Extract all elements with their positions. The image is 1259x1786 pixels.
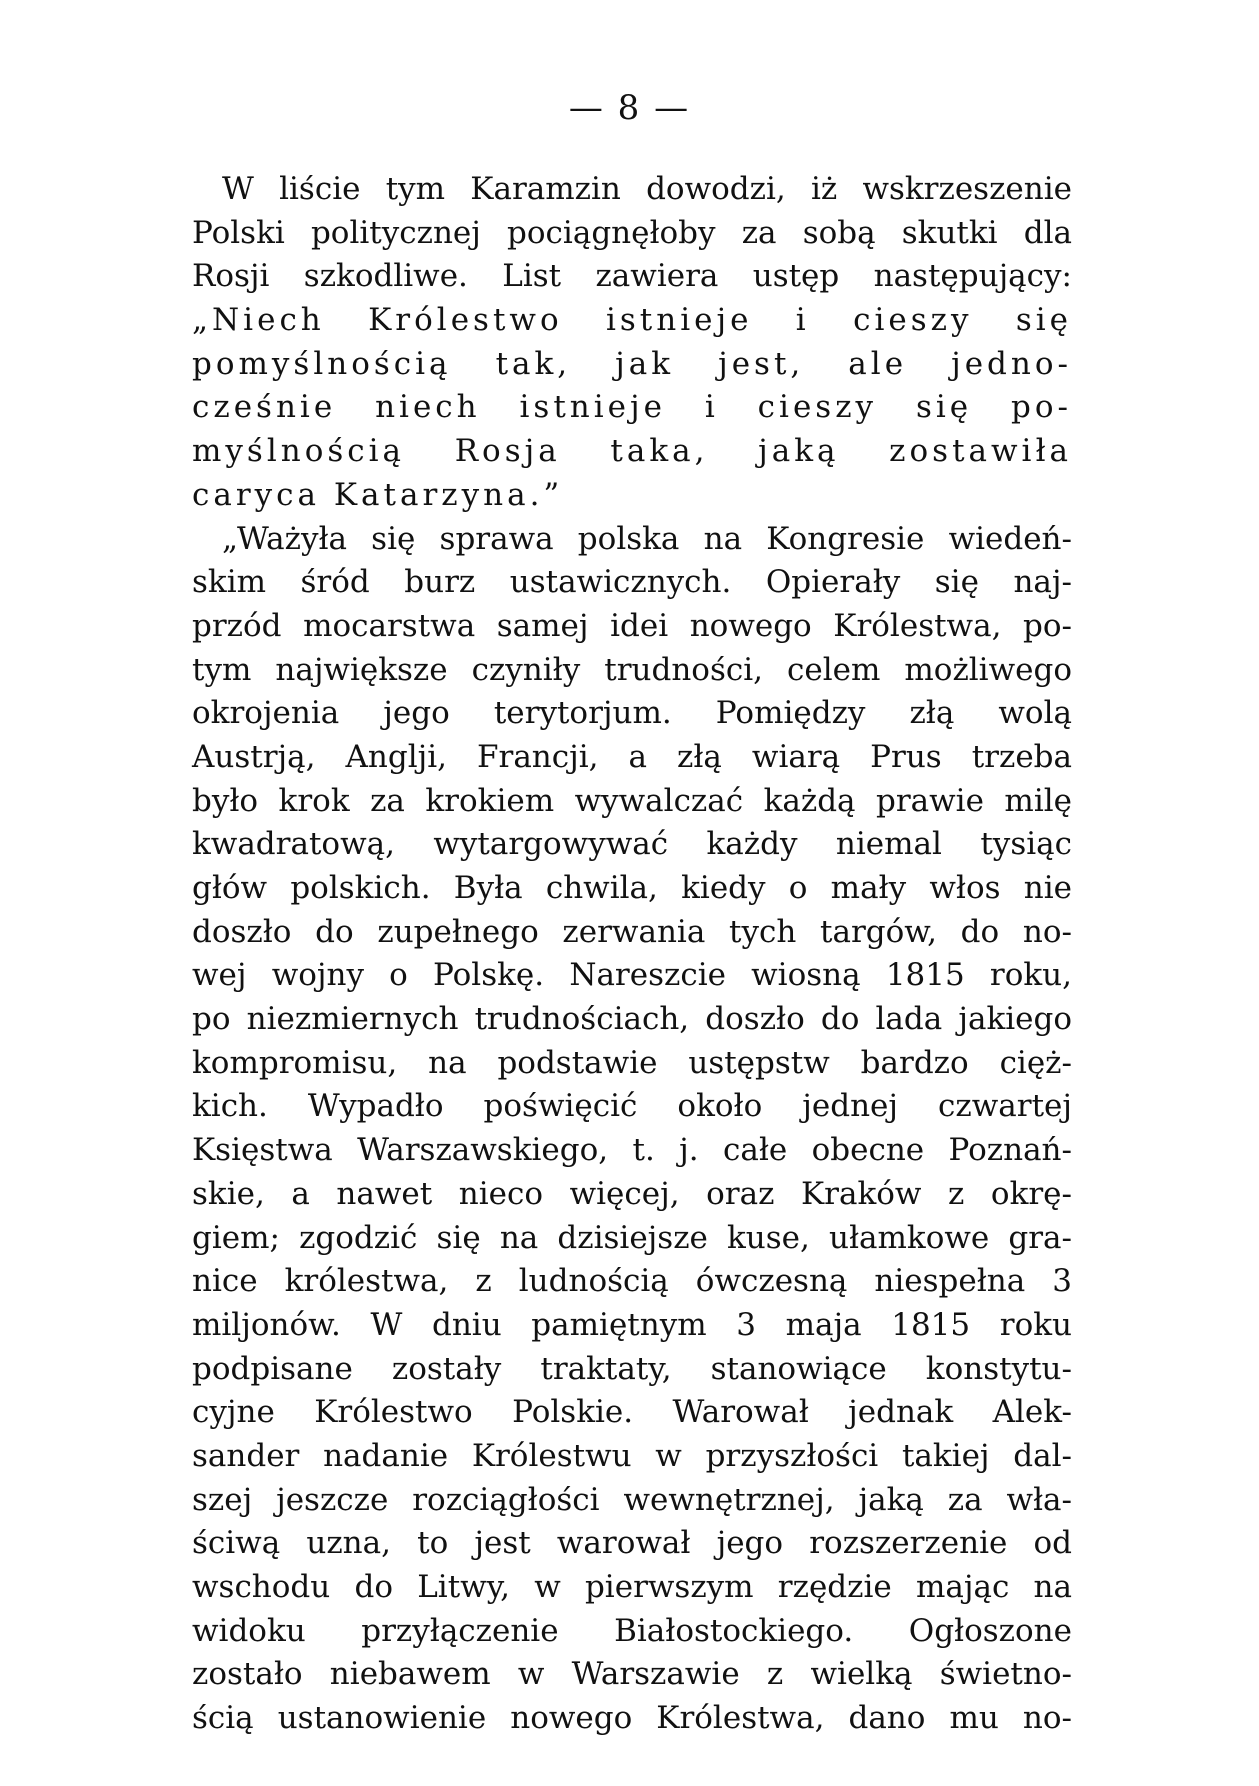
text-line: widoku przyłączenie Białostockiego. Ogłoszone [192,1612,1072,1649]
text-line: zostało niebawem w Warszawie z wielką świetno- [192,1656,1072,1693]
text-line: pomyślnością tak, jak jest, ale jedno- [192,345,1072,382]
text-line: caryca Katarzyna.” [192,476,564,513]
text-line: szej jeszcze rozciągłości wewnętrznej, jaką za wła- [192,1481,1072,1518]
text-line: kompromisu, na podstawie ustępstw bardzo cięż- [192,1044,1072,1081]
text-line: wschodu do Litwy, w pierwszym rzędzie mając na [192,1569,1072,1605]
text-line: kwadratową, wytargowywać każdy niemal tysiąc [192,826,1072,863]
text-line: skie, a nawet nieco więcej, oraz Kraków z okrę- [192,1175,1072,1212]
text-line: „Niech Królestwo istnieje i cieszy się [192,302,1072,339]
text-line: doszło do zupełnego zerwania tych targów, do no- [192,913,1072,950]
text-line: tym największe czyniły trudności, celem możliwego [192,651,1072,688]
page-number: — 8 — [568,88,691,128]
text-line: było krok za krokiem wywalczać każdą prawie milę [192,782,1072,819]
text-line: miljonów. W dniu pamiętnym 3 maja 1815 roku [192,1306,1072,1343]
text-line: głów polskich. Była chwila, kiedy o mały włos nie [192,870,1072,906]
text-line: okrojenia jego terytorjum. Pomiędzy złą wolą [192,695,1072,732]
text-line: kich. Wypadło poświęcić około jednej czwartej [192,1088,1072,1125]
text-line: ścią ustanowienie nowego Królestwa, dano mu no- [192,1700,1072,1737]
text-line: skim śród burz ustawicznych. Opierały się naj- [192,564,1072,601]
text-line: wej wojny o Polskę. Nareszcie wiosną 1815 roku, [192,957,1072,994]
text-line: Rosji szkodliwe. List zawiera ustęp następujący: [192,258,1072,295]
text-line: przód mocarstwa samej idei nowego Królestwa, po- [192,607,1072,644]
text-line: cyjne Królestwo Polskie. Warował jednak Alek- [192,1394,1072,1431]
text-line: „Ważyła się sprawa polska na Kongresie wiedeń- [222,520,1072,557]
text-line: myślnością Rosja taka, jaką zostawiła [192,433,1072,470]
text-line: po niezmiernych trudnościach, doszło do lada jakiego [192,1001,1072,1038]
text-line: cześnie niech istnieje i cieszy się po- [192,389,1072,426]
text-line: Księstwa Warszawskiego, t. j. całe obecne Poznań- [192,1132,1072,1169]
text-line: ściwą uzna, to jest warował jego rozszerzenie od [192,1525,1072,1562]
text-line: W liście tym Karamzin dowodzi, iż wskrzeszenie [222,171,1072,207]
text-line: giem; zgodzić się na dzisiejsze kuse, ułamkowe gra- [192,1219,1072,1256]
text-line: Polski politycznej pociągnęłoby za sobą skutki dla [192,214,1072,251]
text-line: sander nadanie Królestwu w przyszłości takiej dal- [192,1437,1072,1474]
body-text [192,168,1072,1741]
text-line: podpisane zostały traktaty, stanowiące konstytu- [192,1350,1072,1387]
text-line: Austrją, Anglji, Francji, a złą wiarą Prus trzeba [192,738,1072,775]
text-line: nice królestwa, z ludnością ówczesną niespełna 3 [192,1263,1072,1300]
